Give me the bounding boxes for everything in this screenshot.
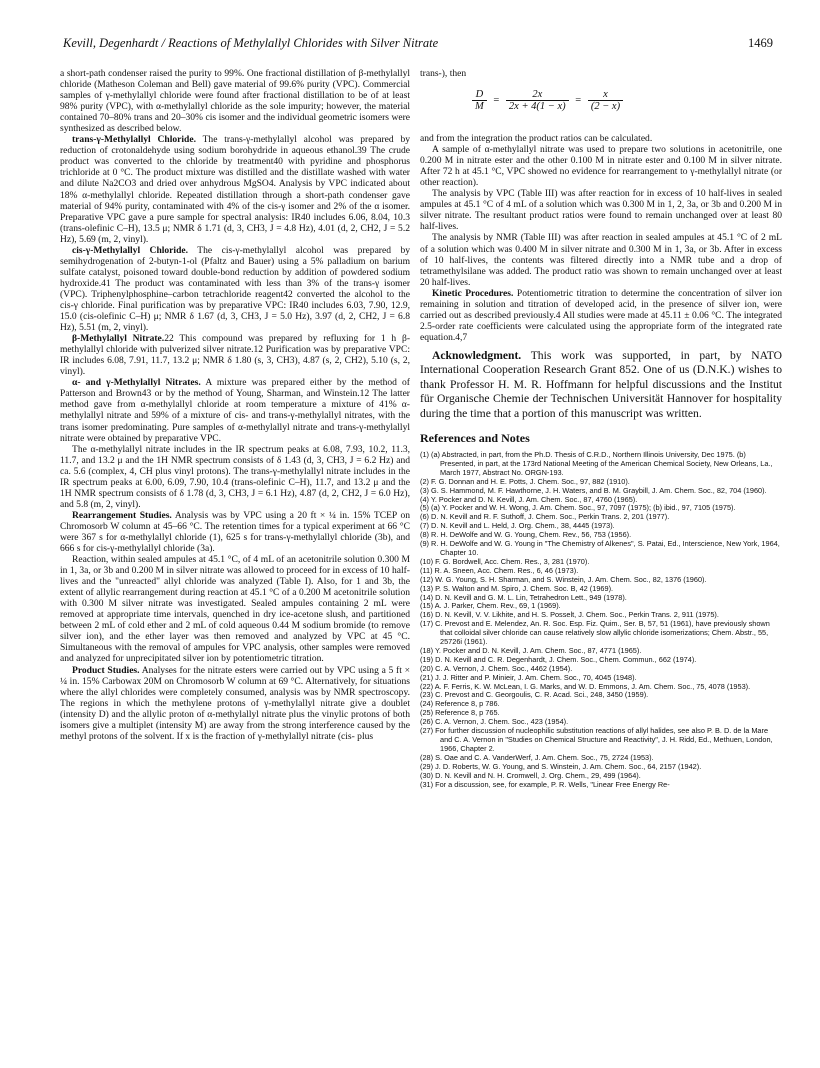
- reference-item: (11) R. A. Sneen, Acc. Chem. Res., 6, 46 (1973).: [420, 565, 579, 575]
- paragraph: [420, 288, 782, 343]
- reference-item: (14) D. N. Kevill and G. M. L. Lin, Tetrahedron Lett., 949 (1978).: [420, 592, 627, 602]
- reference-item: (19) D. N. Kevill and C. R. Degenhardt, J. Chem. Soc., Chem. Commun., 662 (1974).: [420, 654, 697, 664]
- paragraph: [60, 377, 410, 443]
- paragraph: The analysis by NMR (Table III) was after reaction in sealed ampules at 45.1 °C of 2 mL of a solution which was 0.400 M in silver nitrate and 0.300 M in 1, 3a, or 3b. After in excess of 10 half-lives, the contents was filtered directly into a NMR tube and a drop of tetramethylsilane was added. The product ratio was shown to remain unchanged over at least 20 half-lives.: [420, 232, 782, 288]
- reference-item: (9) R. H. DeWolfe and W. G. Young in "The Chemistry of Alkenes", S. Patai, Ed., Interscience, New York, 1964, Chapter 10.: [420, 539, 780, 557]
- reference-item: (1) (a) Abstracted, in part, from the Ph.D. Thesis of C.R.D., Northern Illinois University, Dec 1975. (b) Presented, in part, at the 173rd National Meeting of the American Chemical Society, New Orleans, La., March 1977, Abstract No. ORGN-193.: [420, 450, 773, 477]
- reference-item: (28) S. Oae and C. A. VanderWerf, J. Am. Chem. Soc., 75, 2724 (1953).: [420, 752, 654, 762]
- fraction-lhs: [472, 89, 487, 112]
- paragraph-text: This work was supported, in part, by NATO International Cooperation Research Grant 852. One of us (D.N.K.) wishes to thank Professor H. M. R. Hoffmann for helpful discussions and the Institut für Organische Chemie der Technischen Universität Hannover for hospitality during the time that a portion of this manuscript was written.: [420, 348, 782, 420]
- section-lead: Product Studies.: [72, 664, 140, 676]
- reference-item: (3) G. S. Hammond, M. F. Hawthorne, J. H. Waters, and B. M. Graybill, J. Am. Chem. Soc., 82, 704 (1960).: [420, 485, 767, 495]
- paragraph: [60, 245, 410, 333]
- paragraph-text: The cis-γ-methylallyl alcohol was prepared by semihydrogenation of 2-butyn-1-ol (Pfaltz and Bauer) using a 5% palladium on barium sulfate catalyst, poisoned toward double-bond reduction by addition of powdered sodium hydroxide.41 The product was contaminated with less than 3% of the trans-γ isomer (VPC). Triphenylphosphine–carbon tetrachloride reagent42 converted the alcohol to the cis-γ chloride. Final purification was by preparative VPC: IR40 includes 6.03, 7.90, 12.9, 15.0 (cis-olefinic C–H) μ; NMR δ 1.67 (d, 3, CH3, J = 5.0 Hz), 3.97 (d, 2, CH2, J = 6.8 Hz), 5.51 (m, 2, vinyl).: [60, 244, 410, 334]
- right-column: [420, 68, 782, 789]
- paragraph: [60, 665, 410, 742]
- section-lead: trans-γ-Methylallyl Chloride.: [72, 134, 196, 146]
- reference-item: (26) C. A. Vernon, J. Chem. Soc., 423 (1954).: [420, 717, 569, 727]
- page-number: 1469: [748, 36, 773, 50]
- paragraph-text: Analyses for the nitrate esters were carried out by VPC using a 5 ft × ¼ in. 15% Carbowax 20M on Chromosorb W column at 69 °C. Alternatively, for situations where the allyl chlorides were completely consumed, analysis was by NMR spectroscopy. The regions in which the methylene protons of γ-methylallyl nitrate give a doublet (intensity D) and the allylic proton of α-methylallyl nitrate plus the vinylic protons of both isomers give a multiplet (intensity M) are away from the strong interference caused by the methyl protons of the solvent. If x is the fraction of γ-methylallyl nitrate (cis- plus: [60, 664, 410, 742]
- reference-item: (12) W. G. Young, S. H. Sharman, and S. Winstein, J. Am. Chem. Soc., 82, 1376 (1960).: [420, 574, 707, 584]
- equals-sign: =: [493, 95, 500, 107]
- denominator: M: [475, 101, 484, 113]
- reference-item: (10) F. G. Bordwell, Acc. Chem. Res., 3, 281 (1970).: [420, 556, 590, 566]
- denominator: 2x + 4(1 − x): [508, 101, 566, 113]
- paragraph: The analysis by VPC (Table III) was after reaction for in excess of 10 half-lives in sealed ampules at 45.1 °C of 4 mL of a solution which was 0.300 M in 1, 2, 3a, or 3b and 0.200 M in silver nitrate. The resultant product ratios were found to remain unchanged over at least 80 half-lives.: [420, 188, 782, 233]
- section-lead: cis-γ-Methylallyl Chloride.: [72, 244, 189, 256]
- reference-item: (21) J. J. Ritter and P. Minieir, J. Am. Chem. Soc., 70, 4045 (1948).: [420, 672, 637, 682]
- reference-item: (8) R. H. DeWolfe and W. G. Young, Chem. Rev., 56, 753 (1956).: [420, 530, 632, 540]
- paragraph-text: Potentiometric titration to determine the concentration of silver ion remaining in solution and titration of developed acid, in the presence of silver ion, were carried out as described previously.4 All studies were made at 45.11 ± 0.06 °C. The integrated 2.5-order rate coefficients were calculated using the appropriate form of the integrated rate equation.4,7: [420, 287, 782, 343]
- reference-item: (31) For a discussion, see, for example, P. R. Wells, "Linear Free Energy Re-: [420, 779, 670, 789]
- paragraph: A sample of α-methylallyl nitrate was used to prepare two solutions in acetonitrile, one 0.200 M in nitrate ester and the other 0.100 M in nitrate ester and 0.100 M in silver nitrate. After 72 h at 45.1 °C, VPC showed no evidence for rearrangement to γ-methylallyl nitrate (or other reaction).: [420, 144, 782, 189]
- reference-item: (15) A. J. Parker, Chem. Rev., 69, 1 (1969).: [420, 601, 561, 611]
- reference-item: (20) C. A. Vernon, J. Chem. Soc., 4462 (1954).: [420, 663, 573, 673]
- equation: [468, 89, 782, 119]
- numerator: 2x: [506, 89, 569, 101]
- reference-item: (18) Y. Pocker and D. N. Kevill, J. Am. Chem. Soc., 87, 4771 (1965).: [420, 645, 642, 655]
- paragraph: trans-), then: [420, 68, 467, 79]
- reference-item: (24) Reference 8, p 786.: [420, 699, 500, 709]
- references-heading: References and Notes: [420, 430, 530, 445]
- reference-item: (17) C. Prevost and E. Melendez, An. R. Soc. Esp. Fiz. Quim., Ser. B, 57, 51 (1961), have previously shown that colloidal silver chloride can cause relatively slow allylic chloride isomerizations; Chem. Abstr., 55, 25726i (1961).: [420, 619, 770, 647]
- equals-sign: =: [575, 95, 582, 107]
- left-column: [60, 68, 410, 742]
- paragraph-text: Analysis was by VPC using a 20 ft × ¼ in. 15% TCEP on Chromosorb W column at 45–66 °C. The retention times for a typical experiment at 66 °C were 367 s for α-methylallyl chloride (1), 625 s for trans-γ-methylallyl chloride (3b), and 666 s for cis-γ-methylallyl chloride (3a).: [60, 509, 410, 555]
- references-list: [420, 451, 782, 789]
- reference-item: (7) D. N. Kevill and L. Held, J. Org. Chem., 38, 4445 (1973).: [420, 521, 615, 531]
- reference-item: (22) A. F. Ferris, K. W. McLean, I. G. Marks, and W. D. Emmons, J. Am. Chem. Soc., 75, 4078 (1953).: [420, 681, 751, 691]
- reference-item: (6) D. N. Kevill and R. F. Suthoff, J. Chem. Soc., Perkin Trans. 2, 201 (1977).: [420, 512, 670, 522]
- section-lead: Kinetic Procedures.: [432, 287, 514, 299]
- reference-item: (30) D. N. Kevill and N. H. Cromwell, J. Org. Chem., 29, 499 (1964).: [420, 770, 641, 780]
- paragraph-text: The trans-γ-methylallyl alcohol was prepared by reduction of crotonaldehyde using sodium borohydride in aqueous ethanol.39 The crude product was converted to the chloride by treatment40 with pyridine and phosphorus trichloride at 0 °C. The product mixture was distilled and the distillate washed with water and dilute Na2CO3 and dried over anhydrous MgSO4. Analysis by VPC indicated about 18% α-methylallyl chloride. Repeated distillation through a short-path condenser gave material of 94% purity, contaminated with 4% of the cis-γ isomer and 2% of the α isomer. Preparative VPC gave a pure sample for spectral analysis: IR40 includes 6.06, 8.04, 10.3 (trans-olefinic C–H), 13.5 μ; NMR δ 1.71 (d, 3, CH3, J = 4.8 Hz), 4.01 (d, 2, CH2, J = 5.2 Hz), 5.69 (m, 2, vinyl).: [60, 134, 410, 245]
- section-lead: Acknowledgment.: [432, 348, 522, 362]
- paragraph: [60, 134, 410, 244]
- reference-item: (16) D. N. Kevill, V. V. Likhite, and H. S. Posselt, J. Chem. Soc., Perkin Trans. 2, 911 (1975).: [420, 610, 719, 620]
- section-lead: Rearrangement Studies.: [72, 509, 172, 521]
- fraction-middle: [506, 89, 569, 112]
- paragraph: a short-path condenser raised the purity to 99%. One fractional distillation of β-methylallyl chloride (Matheson Coleman and Bell) gave material of 99.6% purity (VPC). Commercial samples of γ-methylallyl chloride were found after fractional distillation to be of at least 98% purity (VPC), with α-methylallyl chloride as the sole impurity; however, the material contained 70–80% trans and 20–30% cis isomer and the individual geometric isomers were synthesized as described below.: [60, 68, 410, 135]
- paragraph: [60, 333, 410, 377]
- paragraph-text: A mixture was prepared either by the method of Patterson and Brown43 or by the method of Young, Sharman, and Winstein.12 The latter method gave from α-methylallyl chloride at room temperature a mixture of 41% α-methylallyl nitrate and 59% of a mixture of cis- and trans-γ-methylallyl nitrates, with the trans isomer predominating. Pure samples of α-methylallyl nitrate and trans-γ-methylallyl nitrate were obtained by preparative VPC.: [60, 377, 410, 444]
- reference-item: (27) For further discussion of nucleophilic substitution reactions of allyl halides, see also P. B. D. de la Mare and C. A. Vernon in "Studies on Chemical Structure and Reactivity", J. H. Ridd, Ed., Methuen, London, 1966, Chapter 2.: [420, 726, 773, 753]
- section-lead: β-Methylallyl Nitrate.: [72, 333, 165, 345]
- numerator: x: [588, 89, 623, 101]
- reference-item: (4) Y. Pocker and D. N. Kevill, J. Am. Chem. Soc., 87, 4760 (1965).: [420, 494, 638, 504]
- reference-item: (25) Reference 8, p 765.: [420, 708, 500, 718]
- paragraph: Reaction, within sealed ampules at 45.1 °C, of 4 mL of an acetonitrile solution 0.300 M in 1, 3a, or 3b and 0.200 M in silver nitrate was allowed to proceed for in excess of 10 half-lives and the "unreacted" allyl chloride was analyzed (Table I). Also, for 1 and 3b, the extent of allylic rearrangement during reaction at 45.1 °C of a 0.200 M acetonitrile solution with 0.300 M silver nitrate was investigated. Sealed ampules containing 2 mL were removed at appropriate time intervals, quenched in dry ice-acetone slush, and partitioned between 2 mL of cold ether and 2 mL of cold aqueous 0.44 M sodium bromide (to remove silver ion), and the ether layer was then removed and analyzed by VPC at 45 °C. Simultaneous with the removal of ampules for VPC analysis, other samples were removed and analyzed for unprecipitated silver ion by potentiometric titration.: [60, 554, 410, 665]
- reference-item: (29) J. D. Roberts, W. G. Young, and S. Winstein, J. Am. Chem. Soc., 64, 2157 (1942).: [420, 761, 702, 771]
- reference-item: (5) (a) Y. Pocker and W. H. Wong, J. Am. Chem. Soc., 97, 7097 (1975); (b) ibid., 97, 7105 (1975).: [420, 503, 736, 513]
- acknowledgment: [420, 349, 782, 421]
- reference-item: (13) P. S. Walton and M. Spiro, J. Chem. Soc. B, 42 (1969).: [420, 583, 614, 593]
- denominator: (2 − x): [590, 101, 621, 113]
- paragraph-text: 22 This compound was prepared by refluxing for 1 h β-methylallyl chloride with pulverized silver nitrate.12 Purification was by preparative VPC: IR includes 6.08, 7.91, 11.7, 13.2 μ; NMR δ 1.80 (s, 3, CH3), 4.87 (s, 2, CH2), 5.10 (s, 2, vinyl).: [60, 333, 410, 378]
- paragraph: and from the integration the product ratios can be calculated.: [420, 133, 653, 145]
- numerator: D: [472, 89, 487, 101]
- paragraph: The α-methylallyl nitrate includes in the IR spectrum peaks at 6.08, 7.93, 10.2, 11.3, 11.7, and 13.2 μ and the 1H NMR spectrum consists of δ 1.43 (d, 3, CH3, J = 6.2 Hz) and ca. 5.6 (complex, 4, CH plus vinyl protons). The trans-γ-methylallyl nitrate includes in the IR spectrum peaks at 6.00, 6.09, 7.90, 10.4 (trans-olefinic C–H), 11.7, and 13.2 μ and the 1H NMR spectrum consists of δ 1.78 (d, 3, CH3, J = 6.1 Hz), 4.87 (d, 2, CH2, J = 6.0 Hz), and 5.8 (m, 2, vinyl).: [60, 443, 410, 510]
- paragraph: [60, 510, 410, 554]
- running-header: [63, 36, 773, 54]
- running-title: Kevill, Degenhardt / Reactions of Methylallyl Chlorides with Silver Nitrate: [63, 36, 439, 50]
- reference-item: (2) F. G. Donnan and H. E. Potts, J. Chem. Soc., 97, 882 (1910).: [420, 476, 630, 486]
- fraction-rhs: [588, 89, 623, 112]
- reference-item: (23) C. Prevost and C. Georgoulis, C. R. Acad. Sci., 248, 3450 (1959).: [420, 690, 649, 700]
- section-lead: α- and γ-Methylallyl Nitrates.: [72, 377, 201, 389]
